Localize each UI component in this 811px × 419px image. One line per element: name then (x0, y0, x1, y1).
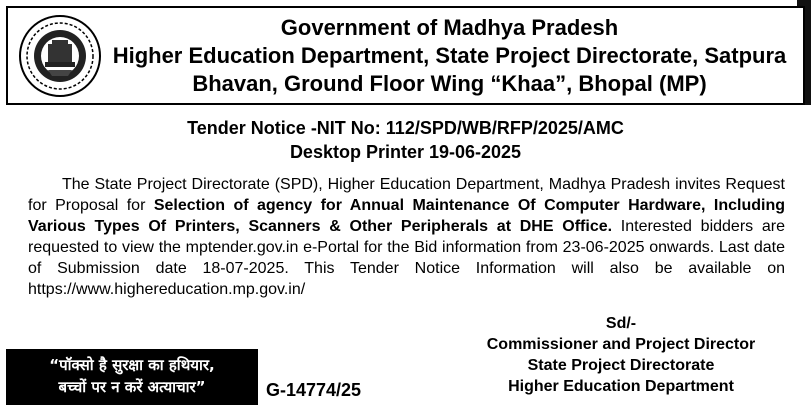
slogan-line-1: “पॉक्सो है सुरक्षा का हथियार, (49, 356, 215, 374)
signature-sd: Sd/- (605, 315, 637, 332)
notice-subject: Desktop Printer 19-06-2025 (289, 142, 522, 162)
body-intro: The State Project Directorate (SPD), Higher Education Department, Madhya Pradesh invites Request for Proposal for (28, 176, 785, 214)
address-title: Bhavan, Ground Floor Wing “Khaa”, Bhopal (MP) (192, 71, 707, 96)
header-titles (108, 14, 791, 98)
header-box (6, 6, 805, 105)
reference-number: G-14774/25 (266, 380, 362, 400)
body-scope: Selection of agency for Annual Maintenance Of Computer Hardware, Including Various Types Of Printers, Scanners & Other Peripherals at DHE Office. (28, 197, 785, 235)
signatory-title: Commissioner and Project Director (486, 336, 756, 353)
notice-body (28, 174, 785, 300)
signature-block (436, 313, 806, 397)
slogan-box (6, 349, 258, 405)
govt-title: Government of Madhya Pradesh (280, 15, 619, 40)
body-instructions: Interested bidders are requested to view the mptender.gov.in e-Portal for the Bid information from 23-06-2025 onwards. Last date of Submission date 18-07-2025. This Tender Notice Information will also be available on https://www.highereducation.mp.gov.in/ (28, 218, 786, 298)
notice-title (0, 116, 811, 164)
signatory-office: State Project Directorate (527, 357, 715, 374)
department-title: Higher Education Department, State Project Directorate, Satpura (112, 43, 787, 68)
state-emblem-icon (18, 14, 102, 98)
nit-number: Tender Notice -NIT No: 112/SPD/WB/RFP/2025/AMC (187, 118, 624, 138)
slogan-line-2: बच्चों पर न करें अत्याचार” (58, 378, 206, 396)
signatory-department: Higher Education Department (508, 378, 734, 395)
